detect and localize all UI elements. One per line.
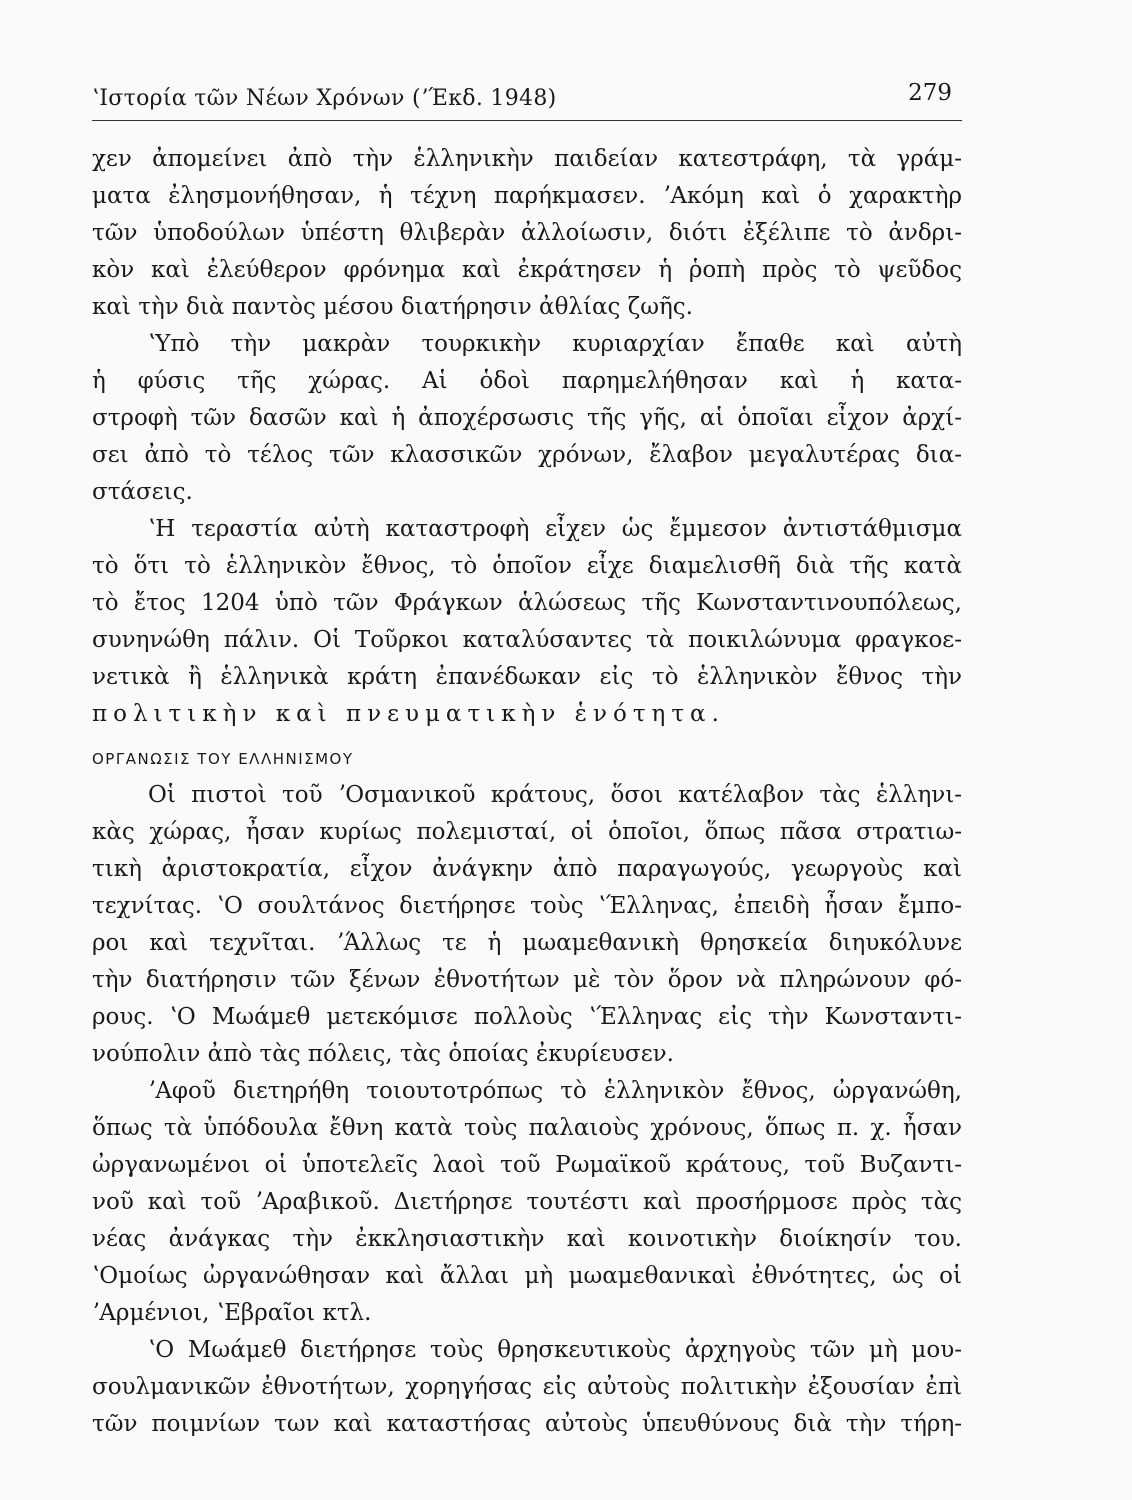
- text-line: τῶν ὑποδούλων ὑπέστη θλιβερὰν ἀλλοίωσιν, διότι ἐξέλιπε τὸ ἀνδρι-: [92, 220, 962, 246]
- text-line: ματα ἐλησμονήθησαν, ἡ τέχνη παρήκμασεν. ʼΑκόμη καὶ ὁ χαρακτὴρ: [92, 183, 962, 209]
- text-line: ʼΑρμένιοι, ʽΕβραῖοι κτλ.: [92, 1300, 372, 1326]
- page-body: [92, 141, 962, 1443]
- text-line: σει ἀπὸ τὸ τέλος τῶν κλασσικῶν χρόνων, ἔλαβον μεγαλυτέρας δια-: [92, 442, 962, 468]
- book-page: [92, 78, 962, 1443]
- text-line: νούπολιν ἀπὸ τὰς πόλεις, τὰς ὁποίας ἐκυρίευσεν.: [92, 1041, 674, 1067]
- text-line: ʼΑφοῦ διετηρήθη τοιουτοτρόπως τὸ ἑλληνικὸν ἔθνος, ὠργανώθη,: [148, 1078, 962, 1104]
- text-line: τικὴ ἀριστοκρατία, εἶχον ἀνάγκην ἀπὸ παραγωγούς, γεωργοὺς καὶ: [92, 856, 962, 882]
- text-line: ʽΟμοίως ὠργανώθησαν καὶ ἄλλαι μὴ μωαμεθανικαὶ ἐθνότητες, ὡς οἱ: [92, 1263, 962, 1289]
- text-line: ἡ φύσις τῆς χώρας. Αἱ ὁδοὶ παρημελήθησαν καὶ ἡ κατα-: [92, 368, 962, 394]
- text-line: Οἱ πιστοὶ τοῦ ʼΟσμανικοῦ κράτους, ὅσοι κατέλαβον τὰς ἑλληνι-: [148, 782, 962, 808]
- text-line: συνηνώθη πάλιν. Οἱ Τοῦρκοι καταλύσαντες τὰ ποικιλώνυμα φραγκοε-: [92, 627, 962, 653]
- text-line: τὸ ἔτος 1204 ὑπὸ τῶν Φράγκων ἁλώσεως τῆς Κωνσταντινουπόλεως,: [92, 590, 962, 616]
- section-heading: ΟΡΓΑΝΩΣΙΣ ΤΟΥ ΕΛΛΗΝΙΣΜΟΥ: [92, 750, 354, 768]
- text-line: ʽΗ τεραστία αὐτὴ καταστροφὴ εἶχεν ὡς ἔμμεσον ἀντιστάθμισμα: [148, 516, 962, 542]
- text-line: ʽΟ Μωάμεθ διετήρησε τοὺς θρησκευτικοὺς ἀρχηγοὺς τῶν μὴ μου-: [148, 1337, 962, 1363]
- text-line: τὸ ὅτι τὸ ἑλληνικὸν ἔθνος, τὸ ὁποῖον εἶχε διαμελισθῆ διὰ τῆς κατὰ: [92, 553, 962, 579]
- text-line: σουλμανικῶν ἐθνοτήτων, χορηγήσας εἰς αὐτοὺς πολιτικὴν ἐξουσίαν ἐπὶ: [92, 1374, 962, 1400]
- text-line: ρους. ʽΟ Μωάμεθ μετεκόμισε πολλοὺς ʽΈλληνας εἰς τὴν Κωνσταντι-: [92, 1004, 962, 1030]
- text-line: νετικὰ ἢ ἑλληνικὰ κράτη ἐπανέδωκαν εἰς τὸ ἑλληνικὸν ἔθνος τὴν: [92, 664, 962, 690]
- text-line: πολιτικὴν καὶ πνευματικὴν ἑνότητα.: [92, 701, 725, 727]
- text-line: ὅπως τὰ ὑπόδουλα ἔθνη κατὰ τοὺς παλαιοὺς χρόνους, ὅπως π. χ. ἦσαν: [92, 1115, 962, 1141]
- text-line: νέας ἀνάγκας τὴν ἐκκλησιαστικὴν καὶ κοινοτικὴν διοίκησίν του.: [92, 1226, 962, 1252]
- text-line: τὴν διατήρησιν τῶν ξένων ἐθνοτήτων μὲ τὸν ὅρον νὰ πληρώνουν φό-: [92, 967, 962, 993]
- text-line: στάσεις.: [92, 479, 193, 505]
- text-line: ροι καὶ τεχνῖται. ʼΆλλως τε ἡ μωαμεθανικὴ θρησκεία διηυκόλυνε: [92, 930, 962, 956]
- page-number: 279: [908, 80, 952, 106]
- text-line: ὠργανωμένοι οἱ ὑποτελεῖς λαοὶ τοῦ Ρωμαϊκοῦ κράτους, τοῦ Βυζαντι-: [92, 1152, 962, 1178]
- text-line: τεχνίτας. ʽΟ σουλτάνος διετήρησε τοὺς ʽΈλληνας, ἐπειδὴ ἦσαν ἔμπο-: [92, 893, 962, 919]
- text-line: στροφὴ τῶν δασῶν καὶ ἡ ἀποχέρσωσις τῆς γῆς, αἱ ὁποῖαι εἶχον ἀρχί-: [92, 405, 962, 431]
- page-header: [92, 78, 962, 121]
- text-line: τῶν ποιμνίων των καὶ καταστήσας αὐτοὺς ὑπευθύνους διὰ τὴν τήρη-: [92, 1411, 962, 1437]
- text-line: κὸν καὶ ἐλεύθερον φρόνημα καὶ ἐκράτησεν ἡ ῥοπὴ πρὸς τὸ ψεῦδος: [92, 257, 962, 283]
- text-line: ʽΥπὸ τὴν μακρὰν τουρκικὴν κυριαρχίαν ἔπαθε καὶ αὐτὴ: [148, 331, 962, 357]
- text-line: κὰς χώρας, ἦσαν κυρίως πολεμισταί, οἱ ὁποῖοι, ὅπως πᾶσα στρατιω-: [92, 819, 962, 845]
- running-title: ʽΙστορία τῶν Νέων Χρόνων (ʼΈκδ. 1948): [92, 86, 557, 111]
- text-line: χεν ἀπομείνει ἀπὸ τὴν ἑλληνικὴν παιδείαν κατεστράφη, τὰ γράμ-: [92, 146, 962, 172]
- text-line: νοῦ καὶ τοῦ ʼΑραβικοῦ. Διετήρησε τουτέστι καὶ προσήρμοσε πρὸς τὰς: [92, 1189, 962, 1215]
- text-line: καὶ τὴν διὰ παντὸς μέσου διατήρησιν ἀθλίας ζωῆς.: [92, 294, 693, 320]
